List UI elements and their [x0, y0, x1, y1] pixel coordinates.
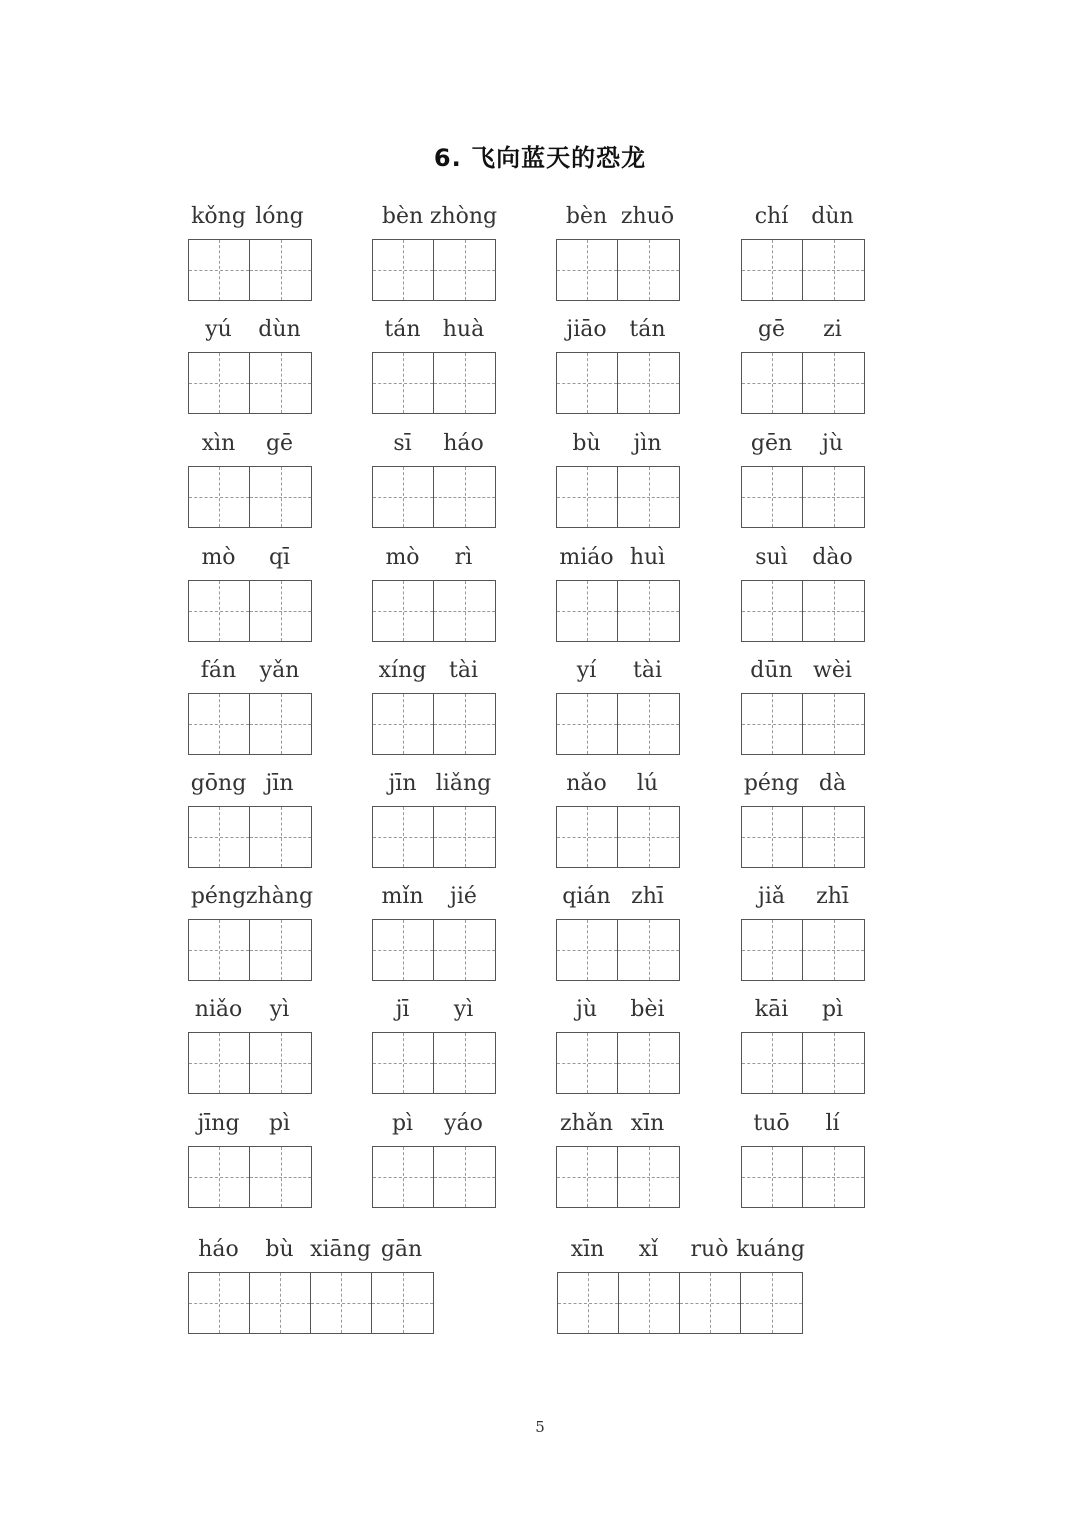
writing-cell[interactable] [803, 807, 864, 867]
tianzige-grid[interactable] [741, 580, 865, 642]
pinyin-syllable: dào [812, 545, 853, 570]
pinyin-syllable: lóng [255, 204, 304, 229]
pinyin-syllable: kuáng [736, 1237, 805, 1262]
writing-cell[interactable] [742, 353, 803, 413]
pinyin-syllable: jù [822, 431, 843, 456]
pinyin [372, 770, 494, 798]
tianzige-grid[interactable] [741, 1032, 865, 1094]
pinyin [556, 996, 678, 1024]
pinyin-syllable: niǎo [194, 997, 243, 1022]
writing-cell[interactable] [250, 1147, 311, 1207]
writing-cell[interactable] [618, 920, 679, 980]
writing-cell[interactable] [803, 240, 864, 300]
writing-cell[interactable] [803, 581, 864, 641]
writing-cell[interactable] [803, 467, 864, 527]
writing-cell[interactable] [189, 1033, 250, 1093]
pinyin-syllable: háo [198, 1237, 239, 1262]
pinyin [372, 883, 494, 911]
pinyin-syllable: jié [450, 884, 477, 909]
writing-cell[interactable] [557, 1033, 618, 1093]
pinyin [741, 203, 863, 231]
writing-cell[interactable] [189, 807, 250, 867]
tianzige-grid[interactable] [188, 1272, 434, 1334]
pinyin-syllable: bèn [565, 204, 608, 229]
pinyin-syllable: sī [393, 431, 412, 456]
pinyin [741, 883, 863, 911]
pinyin-syllable: xiāng [310, 1237, 371, 1262]
pinyin-syllable: lí [825, 1111, 840, 1136]
pinyin [741, 430, 863, 458]
pinyin-syllable: gōng [190, 771, 247, 796]
tianzige-grid[interactable] [556, 806, 680, 868]
writing-cell[interactable] [742, 581, 803, 641]
writing-cell[interactable] [434, 581, 495, 641]
pinyin-syllable: xíng [378, 658, 427, 683]
pinyin-syllable: wèi [813, 658, 852, 683]
writing-cell[interactable] [250, 353, 311, 413]
writing-cell[interactable] [742, 920, 803, 980]
tianzige-grid[interactable] [188, 1032, 312, 1094]
tianzige-grid[interactable] [556, 580, 680, 642]
pinyin [188, 1110, 310, 1138]
tianzige-grid[interactable] [557, 1272, 803, 1334]
writing-cell[interactable] [557, 694, 618, 754]
pinyin [372, 430, 494, 458]
tianzige-grid[interactable] [741, 239, 865, 301]
pinyin-syllable: yáo [444, 1111, 483, 1136]
writing-cell[interactable] [434, 920, 495, 980]
writing-cell[interactable] [618, 1033, 679, 1093]
tianzige-grid[interactable] [372, 1032, 496, 1094]
pinyin [556, 657, 678, 685]
pinyin-syllable: yì [453, 997, 474, 1022]
writing-cell[interactable] [250, 807, 311, 867]
pinyin-syllable: jīn [388, 771, 417, 796]
writing-cell[interactable] [434, 467, 495, 527]
writing-cell[interactable] [373, 1033, 434, 1093]
pinyin [556, 544, 678, 572]
tianzige-grid[interactable] [741, 693, 865, 755]
writing-cell[interactable] [618, 581, 679, 641]
writing-cell[interactable] [189, 581, 250, 641]
pinyin [556, 203, 678, 231]
writing-cell[interactable] [189, 1273, 250, 1333]
pinyin-syllable: zhī [816, 884, 849, 909]
pinyin [188, 544, 310, 572]
tianzige-grid[interactable] [372, 919, 496, 981]
pinyin [188, 996, 310, 1024]
writing-cell[interactable] [189, 694, 250, 754]
pinyin [556, 316, 678, 344]
pinyin [556, 1110, 678, 1138]
pinyin [741, 316, 863, 344]
writing-cell[interactable] [803, 1147, 864, 1207]
pinyin-syllable: tán [629, 317, 666, 342]
pinyin-syllable: mò [385, 545, 420, 570]
writing-cell[interactable] [557, 581, 618, 641]
pinyin [741, 770, 863, 798]
writing-cell[interactable] [373, 1147, 434, 1207]
pinyin [372, 203, 498, 231]
writing-cell[interactable] [680, 1273, 741, 1333]
writing-cell[interactable] [742, 694, 803, 754]
tianzige-grid[interactable] [556, 352, 680, 414]
writing-cell[interactable] [742, 1033, 803, 1093]
writing-cell[interactable] [373, 807, 434, 867]
tianzige-grid[interactable] [188, 466, 312, 528]
writing-cell[interactable] [189, 920, 250, 980]
pinyin-syllable: jī [395, 997, 410, 1022]
pinyin-syllable: lú [636, 771, 659, 796]
pinyin [188, 203, 310, 231]
tianzige-grid[interactable] [556, 693, 680, 755]
pinyin-syllable: péng [743, 771, 800, 796]
pinyin-syllable: háo [443, 431, 484, 456]
pinyin [372, 996, 494, 1024]
pinyin-syllable: bù [265, 1237, 294, 1262]
writing-cell[interactable] [434, 240, 495, 300]
tianzige-grid[interactable] [741, 919, 865, 981]
pinyin-syllable: yì [269, 997, 290, 1022]
pinyin [188, 1236, 432, 1264]
writing-cell[interactable] [557, 240, 618, 300]
writing-cell[interactable] [373, 581, 434, 641]
pinyin-syllable: tán [384, 317, 421, 342]
writing-cell[interactable] [250, 240, 311, 300]
tianzige-grid[interactable] [372, 1146, 496, 1208]
writing-cell[interactable] [250, 581, 311, 641]
pinyin [741, 1110, 863, 1138]
pinyin-syllable: dùn [811, 204, 854, 229]
pinyin-syllable: tuō [753, 1111, 790, 1136]
page-number: 5 [535, 1418, 545, 1436]
writing-cell[interactable] [742, 240, 803, 300]
pinyin-syllable: rì [454, 545, 473, 570]
writing-cell[interactable] [618, 467, 679, 527]
pinyin-syllable: gān [380, 1237, 423, 1262]
pinyin-syllable: gē [757, 317, 786, 342]
pinyin-syllable: jìn [633, 431, 662, 456]
writing-cell[interactable] [250, 920, 311, 980]
pinyin-syllable: xīn [570, 1237, 605, 1262]
pinyin-syllable: yú [205, 317, 232, 342]
tianzige-grid[interactable] [188, 919, 312, 981]
page-title: 6. 飞向蓝天的恐龙 [433, 144, 647, 172]
pinyin [372, 544, 494, 572]
writing-cell[interactable] [372, 1273, 433, 1333]
pinyin-syllable: bù [572, 431, 601, 456]
tianzige-grid[interactable] [188, 352, 312, 414]
pinyin-syllable: pì [391, 1111, 414, 1136]
pinyin-syllable: chí [754, 204, 789, 229]
pinyin-syllable: gēn [750, 431, 793, 456]
tianzige-grid[interactable] [372, 352, 496, 414]
tianzige-grid[interactable] [372, 806, 496, 868]
pinyin-syllable: huì [629, 545, 666, 570]
tianzige-grid[interactable] [556, 1032, 680, 1094]
writing-cell[interactable] [558, 1273, 619, 1333]
writing-cell[interactable] [189, 467, 250, 527]
pinyin-syllable: jiāo [566, 317, 607, 342]
pinyin-syllable: mò [201, 545, 236, 570]
writing-cell[interactable] [557, 807, 618, 867]
writing-cell[interactable] [557, 920, 618, 980]
writing-cell[interactable] [557, 353, 618, 413]
writing-cell[interactable] [742, 807, 803, 867]
pinyin-syllable: nǎo [566, 771, 607, 796]
pinyin [372, 1110, 494, 1138]
writing-cell[interactable] [741, 1273, 802, 1333]
pinyin-syllable: gē [265, 431, 294, 456]
pinyin-syllable: dà [818, 771, 847, 796]
pinyin-syllable: zhàng [245, 884, 314, 909]
writing-cell[interactable] [311, 1273, 372, 1333]
tianzige-grid[interactable] [741, 352, 865, 414]
writing-cell[interactable] [250, 1273, 311, 1333]
pinyin-syllable: bèi [630, 997, 665, 1022]
tianzige-grid[interactable] [372, 580, 496, 642]
pinyin [741, 544, 863, 572]
pinyin [556, 430, 678, 458]
pinyin [188, 770, 310, 798]
pinyin-syllable: yí [576, 658, 597, 683]
pinyin-syllable: tài [633, 658, 662, 683]
pinyin-syllable: zhòng [429, 204, 498, 229]
writing-cell[interactable] [742, 1147, 803, 1207]
pinyin-syllable: zi [823, 317, 842, 342]
pinyin-syllable: miáo [559, 545, 614, 570]
pinyin-syllable: fán [200, 658, 237, 683]
writing-cell[interactable] [803, 694, 864, 754]
pinyin [741, 996, 863, 1024]
writing-cell[interactable] [373, 353, 434, 413]
pinyin-syllable: huà [442, 317, 485, 342]
pinyin-syllable: zhuō [620, 204, 675, 229]
pinyin-syllable: dūn [750, 658, 793, 683]
writing-cell[interactable] [618, 240, 679, 300]
pinyin-syllable: péng [190, 884, 247, 909]
tianzige-grid[interactable] [188, 580, 312, 642]
writing-cell[interactable] [434, 1033, 495, 1093]
tianzige-grid[interactable] [372, 466, 496, 528]
pinyin-syllable: zhǎn [559, 1111, 614, 1136]
tianzige-grid[interactable] [741, 466, 865, 528]
tianzige-grid[interactable] [556, 919, 680, 981]
pinyin [188, 883, 314, 911]
tianzige-grid[interactable] [188, 806, 312, 868]
pinyin-syllable: qián [562, 884, 611, 909]
writing-cell[interactable] [742, 467, 803, 527]
pinyin-syllable: ruò [690, 1237, 729, 1262]
tianzige-grid[interactable] [556, 1146, 680, 1208]
pinyin-syllable: kǒng [191, 204, 246, 229]
pinyin [188, 430, 310, 458]
pinyin [556, 883, 678, 911]
tianzige-grid[interactable] [188, 1146, 312, 1208]
writing-cell[interactable] [557, 1147, 618, 1207]
pinyin-syllable: jīn [265, 771, 294, 796]
pinyin-syllable: tài [449, 658, 478, 683]
pinyin [372, 657, 494, 685]
tianzige-grid[interactable] [372, 239, 496, 301]
tianzige-grid[interactable] [188, 693, 312, 755]
pinyin-syllable: pì [821, 997, 844, 1022]
writing-cell[interactable] [434, 694, 495, 754]
pinyin-syllable: kāi [754, 997, 789, 1022]
tianzige-grid[interactable] [556, 239, 680, 301]
pinyin-syllable: dùn [258, 317, 301, 342]
pinyin [556, 770, 678, 798]
writing-cell[interactable] [373, 694, 434, 754]
tianzige-grid[interactable] [741, 806, 865, 868]
tianzige-grid[interactable] [556, 466, 680, 528]
writing-cell[interactable] [189, 240, 250, 300]
pinyin-syllable: yǎn [259, 658, 300, 683]
pinyin [188, 657, 310, 685]
pinyin-syllable: mǐn [381, 884, 424, 909]
writing-cell[interactable] [189, 1147, 250, 1207]
writing-cell[interactable] [373, 467, 434, 527]
pinyin-syllable: jù [576, 997, 597, 1022]
writing-cell[interactable] [373, 240, 434, 300]
writing-cell[interactable] [250, 694, 311, 754]
tianzige-grid[interactable] [372, 693, 496, 755]
writing-cell[interactable] [434, 807, 495, 867]
pinyin-syllable: qī [268, 545, 291, 570]
writing-cell[interactable] [373, 920, 434, 980]
writing-cell[interactable] [618, 353, 679, 413]
pinyin-syllable: xīn [630, 1111, 665, 1136]
writing-cell[interactable] [803, 353, 864, 413]
pinyin-syllable: suì [755, 545, 788, 570]
pinyin [741, 657, 863, 685]
writing-cell[interactable] [618, 1147, 679, 1207]
writing-cell[interactable] [250, 1033, 311, 1093]
pinyin-syllable: xìn [201, 431, 236, 456]
writing-cell[interactable] [618, 694, 679, 754]
writing-cell[interactable] [434, 353, 495, 413]
writing-cell[interactable] [557, 467, 618, 527]
pinyin [188, 316, 310, 344]
tianzige-grid[interactable] [188, 239, 312, 301]
pinyin [372, 316, 494, 344]
pinyin-syllable: jīng [197, 1111, 240, 1136]
pinyin-syllable: jiǎ [758, 884, 785, 909]
writing-cell[interactable] [803, 920, 864, 980]
tianzige-grid[interactable] [741, 1146, 865, 1208]
writing-cell[interactable] [803, 1033, 864, 1093]
pinyin-syllable: zhī [631, 884, 664, 909]
pinyin-syllable: bèn [381, 204, 424, 229]
writing-cell[interactable] [619, 1273, 680, 1333]
pinyin [557, 1236, 805, 1264]
pinyin-syllable: liǎng [435, 771, 492, 796]
pinyin-syllable: pì [268, 1111, 291, 1136]
writing-cell[interactable] [189, 353, 250, 413]
writing-cell[interactable] [434, 1147, 495, 1207]
pinyin-syllable: xǐ [638, 1237, 659, 1262]
writing-cell[interactable] [618, 807, 679, 867]
writing-cell[interactable] [250, 467, 311, 527]
